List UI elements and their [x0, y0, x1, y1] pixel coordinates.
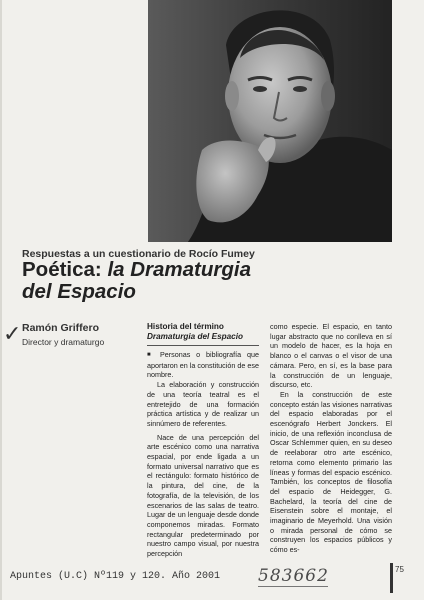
- page-number: 75: [395, 565, 404, 574]
- article-pretitle: Respuestas a un cuestionario de Rocío Fumey: [22, 248, 255, 260]
- publication-footer: Apuntes (U.C) Nº119 y 120. Año 2001: [10, 571, 221, 582]
- author-photo: [148, 0, 392, 242]
- page-number-bar: [390, 563, 393, 593]
- article-title: [22, 259, 322, 303]
- paragraph: En la construcción de este concepto están las visiones narrativas del espacio elaboradas por el escenógrafo Herbert Jonckers. El inicio, de una reflexión inconclusa de Oscar Schlemmer quien, en su deseo de reelaborar otro arte escénico, retorna como elemento primario las líneas y formas del espacio escénico. También, los conceptos de filosofía del espacio de Heidegger, G. Bachelard, la teoría del cine de Eisenstein sobre el montaje, el imaginario de Meyerhold. Una visión o mirada personal de cómo se construyen los espacios públicos y cómo es-: [270, 389, 392, 555]
- title-part-2: la Dramaturgia: [107, 258, 252, 281]
- paragraph: Nace de una percepción del arte escénico como una narrativa espacial, por ende ligada a un formato universal narrativo que es el rectángulo: formato histórico de la pintura, del cine, de la fotografía, de la televisión, de los escenarios de las salas de teatro. Lugar de un lenguaje desde donde componemos miradas. Formato rectangular predeterminado por nuestro campo visual, por nuestra percepción: [147, 432, 259, 559]
- text-column-1: [147, 322, 259, 559]
- author-name: Ramón Griffero: [22, 322, 100, 334]
- checkmark-icon: ✓: [3, 322, 22, 347]
- title-part-3: del Espacio: [22, 280, 136, 303]
- author-role: Director y dramaturgo: [22, 337, 105, 347]
- paragraph: La elaboración y construcción de una teoría teatral es el entretejido de una formación práctica artística y de realizar un sinnúmero de referentes.: [147, 380, 259, 428]
- text-column-2: [270, 322, 392, 555]
- paragraph: ■ Personas o bibliografía que aportaron en la constitución de ese nombre.: [147, 350, 259, 380]
- stamp-underline: [258, 586, 328, 587]
- paragraph: como especie. El espacio, en tanto lugar abstracto que no conlleva en sí un modelo de hacer, es la hoja en blanco o el canvas o el visor de una cámara. Pero, en sí, es la base para la construcción de un lenguaje, discurso, etc.: [270, 322, 392, 390]
- title-part-1: Poética:: [22, 258, 102, 281]
- portrait-image: [148, 0, 392, 242]
- section-rule: [147, 345, 259, 346]
- section-subheading: Dramaturgia del Espacio: [147, 332, 244, 341]
- handwritten-stamp: 583662: [258, 566, 329, 586]
- section-heading: Historia del término: [147, 322, 224, 331]
